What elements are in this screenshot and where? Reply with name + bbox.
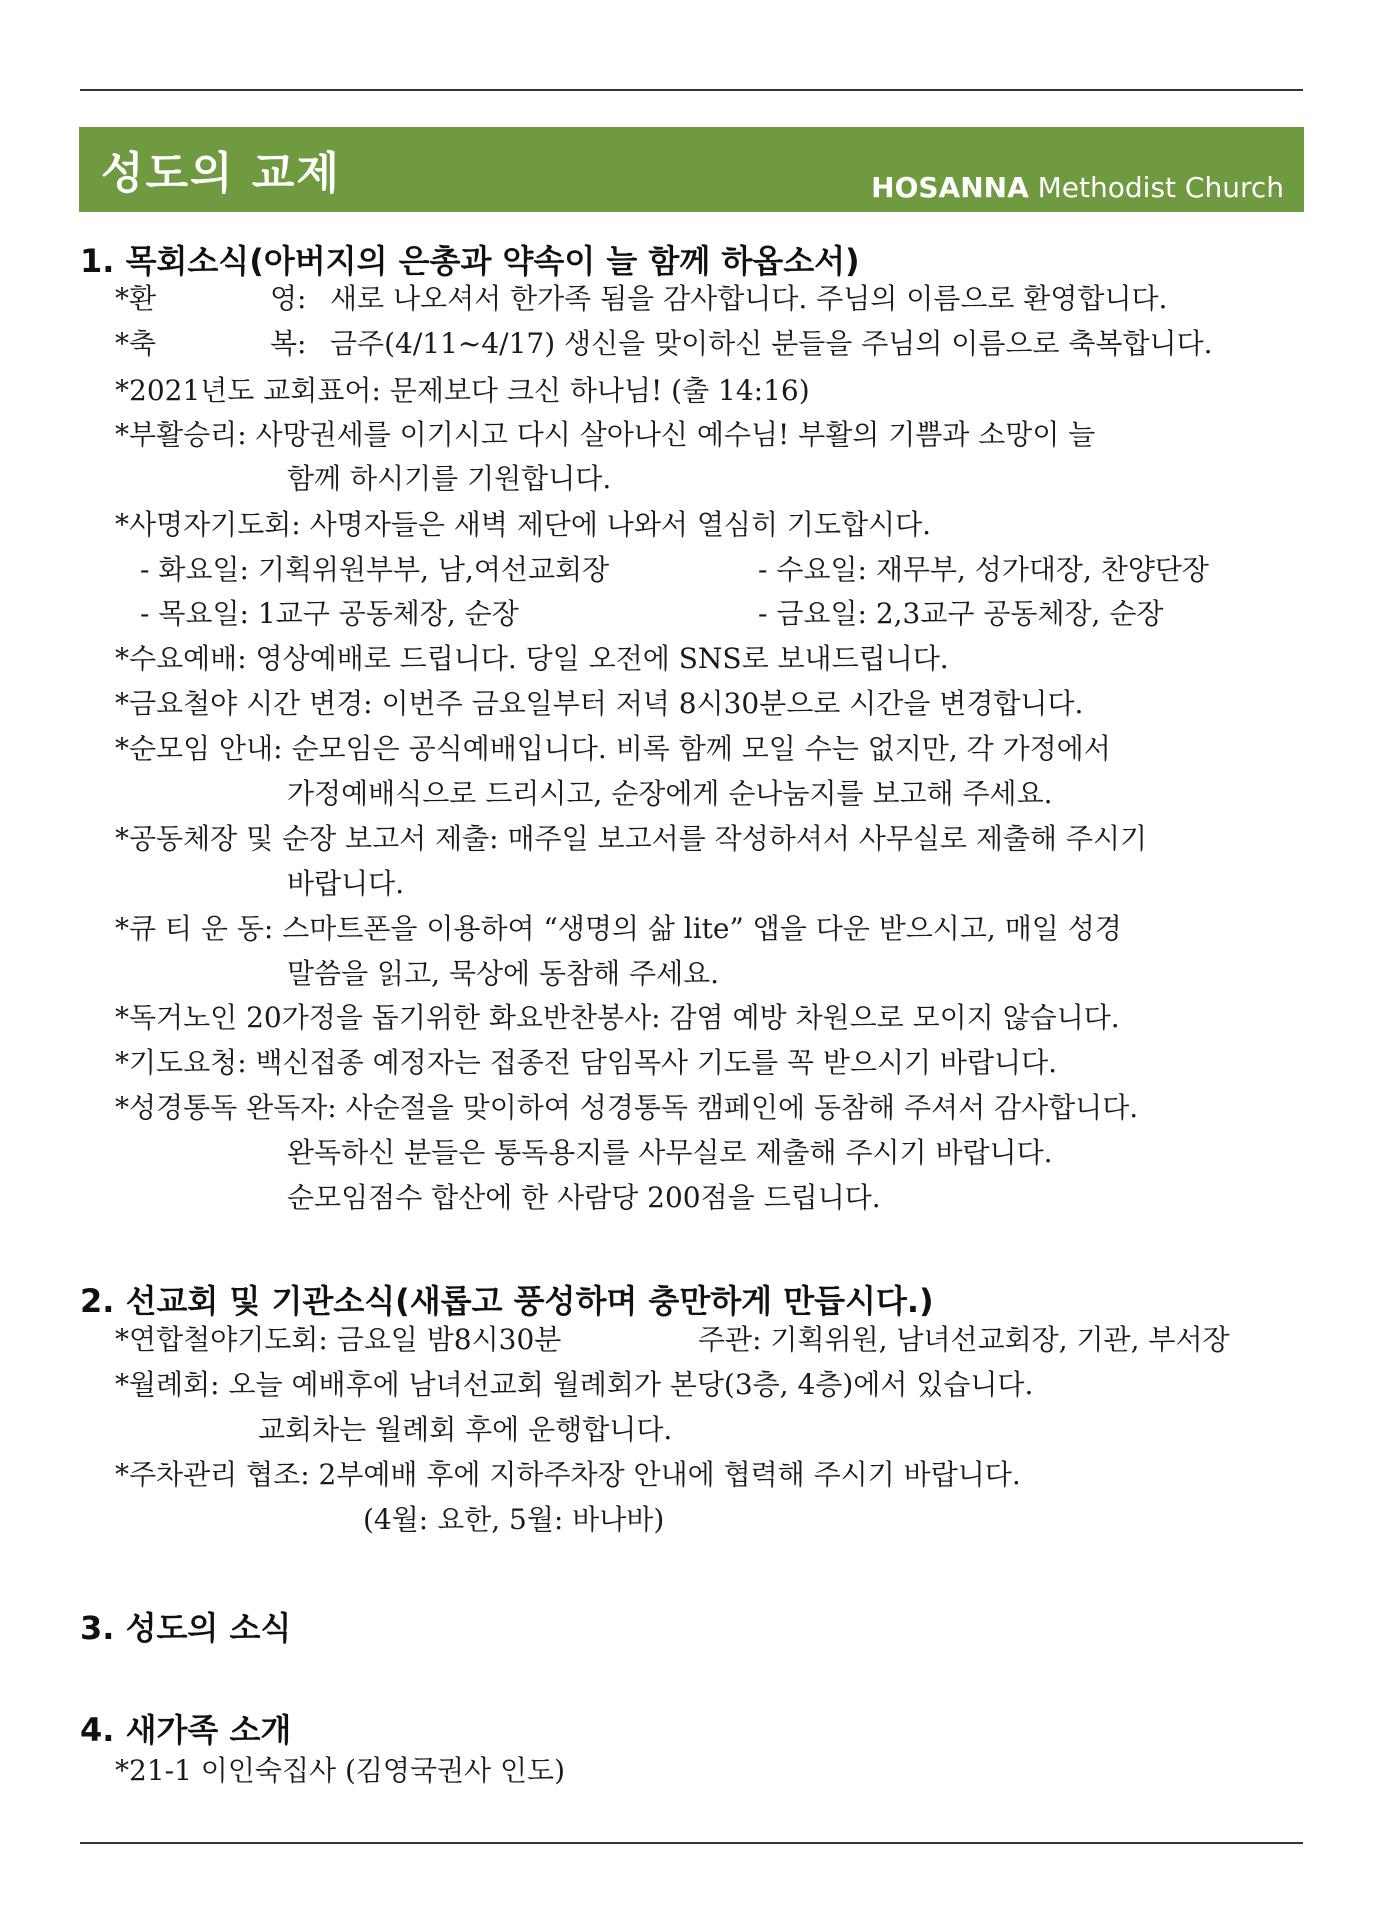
friday-time-change: *금요철야 시간 변경: 이번주 금요일부터 저녁 8시30분으로 시간을 변경합니다.: [115, 687, 1084, 720]
church-name-bold: HOSANNA: [871, 171, 1029, 204]
section-4-title: 4. 새가족 소개: [80, 1711, 292, 1749]
bible-reading-line-3: 순모임점수 합산에 한 사람당 200점을 드립니다.: [287, 1181, 881, 1214]
wednesday-worship: *수요예배: 영상예배로 드립니다. 당일 오전에 SNS로 보내드립니다.: [115, 642, 949, 675]
monthly-meeting-line-2: 교회차는 월례회 후에 운행합니다.: [258, 1413, 673, 1446]
schedule-wednesday: - 수요일: 재무부, 성가대장, 찬양단장: [758, 553, 1209, 586]
bless-label: *축: [115, 327, 157, 360]
easter-line-1: *부활승리: 사망권세를 이기시고 다시 살아나신 예수님! 부활의 기쁨과 소망이 늘: [115, 418, 1096, 451]
banner-title: 성도의 교제: [101, 148, 341, 199]
qt-line-2: 말씀을 읽고, 묵상에 동참해 주세요.: [287, 957, 720, 990]
section-2-title: 2. 선교회 및 기관소식(새롭고 풍성하며 충만하게 만듭시다.): [80, 1282, 934, 1320]
qt-line-1: *큐 티 운 동: 스마트폰을 이용하여 “생명의 삶 lite” 앱을 다운 받으시고, 매일 성경: [115, 912, 1122, 945]
joint-prayer: *연합철야기도회: 금요일 밤8시30분: [115, 1323, 562, 1356]
schedule-friday: - 금요일: 2,3교구 공동체장, 순장: [758, 597, 1164, 630]
church-name: [871, 171, 1284, 204]
church-name-rest: Methodist Church: [1028, 171, 1284, 204]
parking-line-2: (4월: 요한, 5월: 바나바): [363, 1503, 665, 1536]
schedule-thursday: - 목요일: 1교구 공동체장, 순장: [140, 597, 519, 630]
report-line-1: *공동체장 및 순장 보고서 제출: 매주일 보고서를 작성하셔서 사무실로 제출해 주시기: [115, 822, 1148, 855]
new-family-item: *21-1 이인숙집사 (김영국권사 인도): [115, 1754, 566, 1787]
top-rule: [80, 89, 1303, 91]
welcome-text: 새로 나오셔서 한가족 됨을 감사합니다. 주님의 이름으로 환영합니다.: [330, 282, 1168, 315]
bottom-rule: [80, 1842, 1303, 1844]
easter-line-2: 함께 하시기를 기원합니다.: [287, 462, 612, 495]
welcome-label: *환: [115, 282, 157, 315]
bless-text: 금주(4/11~4/17) 생신을 맞이하신 분들을 주님의 이름으로 축복합니다.: [330, 327, 1213, 360]
schedule-tuesday: - 화요일: 기획위원부부, 남,여선교회장: [140, 553, 610, 586]
bless-label-end: 복:: [270, 327, 307, 360]
monthly-meeting-line-1: *월례회: 오늘 예배후에 남녀선교회 월례회가 본당(3층, 4층)에서 있습니다.: [115, 1368, 1034, 1401]
parking-line-1: *주차관리 협조: 2부예배 후에 지하주차장 안내에 협력해 주시기 바랍니다.: [115, 1458, 1021, 1491]
cell-group-line-1: *순모임 안내: 순모임은 공식예배입니다. 비록 함께 모일 수는 없지만, 각 가정에서: [115, 732, 1111, 765]
elderly-service: *독거노인 20가정을 돕기위한 화요반찬봉사: 감염 예방 차원으로 모이지 않습니다.: [115, 1001, 1120, 1034]
welcome-label-end: 영:: [270, 282, 307, 315]
bible-reading-line-2: 완독하신 분들은 통독용지를 사무실로 제출해 주시기 바랍니다.: [287, 1136, 1053, 1169]
bible-reading-line-1: *성경통독 완독자: 사순절을 맞이하여 성경통독 캠페인에 동참해 주셔서 감사합니다.: [115, 1091, 1139, 1124]
section-banner: [79, 127, 1304, 212]
church-motto: *2021년도 교회표어: 문제보다 크신 하나님! (출 14:16): [115, 374, 810, 407]
joint-prayer-host: 주관: 기획위원, 남녀선교회장, 기관, 부서장: [698, 1323, 1230, 1356]
report-line-2: 바랍니다.: [287, 867, 405, 900]
cell-group-line-2: 가정예배식으로 드리시고, 순장에게 순나눔지를 보고해 주세요.: [287, 777, 1053, 810]
prayer-meeting: *사명자기도회: 사명자들은 새벽 제단에 나와서 열심히 기도합시다.: [115, 508, 932, 541]
section-3-title: 3. 성도의 소식: [80, 1609, 292, 1647]
prayer-request: *기도요청: 백신접종 예정자는 접종전 담임목사 기도를 꼭 받으시기 바랍니다.: [115, 1046, 1058, 1079]
section-1-title: 1. 목회소식(아버지의 은총과 약속이 늘 함께 하옵소서): [80, 242, 860, 280]
